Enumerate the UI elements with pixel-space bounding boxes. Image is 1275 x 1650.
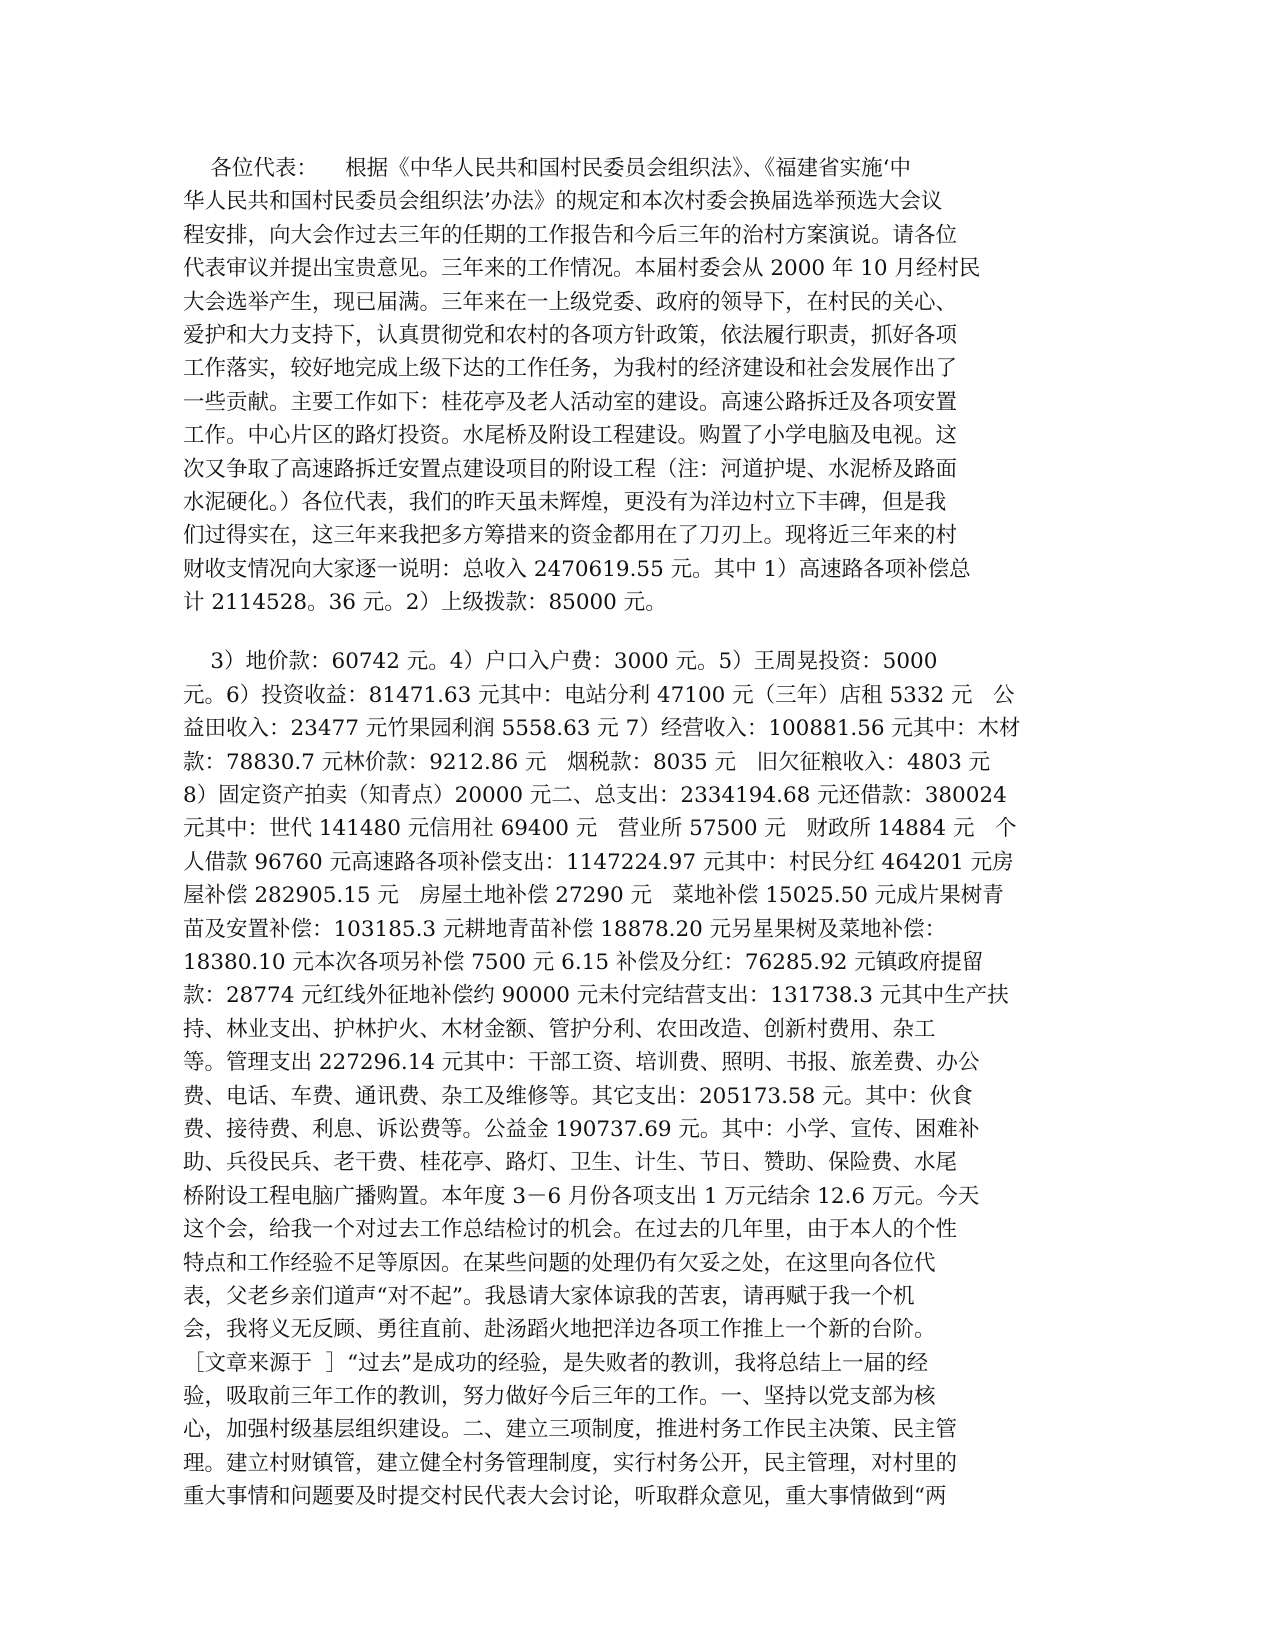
text-line: 重大事情和问题要及时提交村民代表大会讨论，听取群众意见，重大事情做到“两 bbox=[183, 1484, 947, 1510]
text-line: 元。6）投资收益：81471.63 元其中：电站分利 47100 元（三年）店租 5332 元 公 bbox=[183, 682, 1015, 708]
text-line: 益田收入：23477 元竹果园利润 5558.63 元 7）经营收入：100881.56 元其中：木材 bbox=[183, 716, 1021, 742]
paragraph-spacer bbox=[183, 619, 1093, 645]
text-line: 们过得实在，这三年来我把多方筹措来的资金都用在了刀刃上。现将近三年来的村 bbox=[183, 523, 958, 549]
text-line: 计 2114528。36 元。2）上级拨款：85000 元。 bbox=[183, 590, 667, 616]
text-line: 爱护和大力支持下，认真贯彻党和农村的各项方针政策，依法履行职责，抓好各项 bbox=[183, 322, 958, 348]
text-line: 次又争取了高速路拆迁安置点建设项目的附设工程（注：河道护堤、水泥桥及路面 bbox=[183, 456, 958, 482]
text-line: 款：78830.7 元林价款：9212.86 元 烟税款：8035 元 旧欠征粮收入：4803 元 bbox=[183, 749, 991, 775]
text-line: 理。建立村财镇管，建立健全村务管理制度，实行村务公开，民主管理，对村里的 bbox=[183, 1450, 958, 1476]
text-line: 桥附设工程电脑广播购置。本年度 3－6 月份各项支出 1 万元结余 12.6 万元。今天 bbox=[183, 1183, 980, 1209]
paragraph-finance-and-plan bbox=[183, 645, 1093, 1513]
text-line: 财收支情况向大家逐一说明：总收入 2470619.55 元。其中 1）高速路各项补偿总 bbox=[183, 556, 971, 582]
text-line: 费、接待费、利息、诉讼费等。公益金 190737.69 元。其中：小学、宣传、困难补 bbox=[183, 1116, 980, 1142]
text-line: 持、林业支出、护林护火、木材金额、管护分利、农田改造、创新村费用、杂工 bbox=[183, 1016, 936, 1042]
text-line: 工作落实，较好地完成上级下达的工作任务，为我村的经济建设和社会发展作出了 bbox=[183, 356, 958, 382]
text-line: ［文章来源于 ］“过去”是成功的经验，是失败者的教训，我将总结上一届的经 bbox=[183, 1350, 929, 1376]
text-line: 屋补偿 282905.15 元 房屋土地补偿 27290 元 菜地补偿 15025.50 元成片果树青 bbox=[183, 883, 1004, 909]
text-line: 特点和工作经验不足等原因。在某些问题的处理仍有欠妥之处，在这里向各位代 bbox=[183, 1250, 936, 1276]
text-line: 各位代表： 根据《中华人民共和国村民委员会组织法》、《福建省实施‘中 bbox=[183, 156, 912, 181]
text-line: 一些贡献。主要工作如下：桂花亭及老人活动室的建设。高速公路拆迁及各项安置 bbox=[183, 389, 958, 415]
text-line: 元其中：世代 141480 元信用社 69400 元 营业所 57500 元 财政所 14884 元 个 bbox=[183, 816, 1017, 842]
text-line: 3）地价款：60742 元。4）户口入户费：3000 元。5）王周晃投资：5000 bbox=[183, 649, 938, 675]
text-line: 助、兵役民兵、老干费、桂花亭、路灯、卫生、计生、节日、赞助、保险费、水尾 bbox=[183, 1150, 958, 1176]
text-line: 这个会，给我一个对过去工作总结检讨的机会。在过去的几年里，由于本人的个性 bbox=[183, 1217, 958, 1243]
text-line: 大会选举产生，现已届满。三年来在一上级党委、政府的领导下，在村民的关心、 bbox=[183, 289, 958, 315]
text-line: 验，吸取前三年工作的教训，努力做好今后三年的工作。一、坚持以党支部为核 bbox=[183, 1384, 936, 1410]
report-text bbox=[183, 152, 1093, 1514]
text-line: 苗及安置补偿：103185.3 元耕地青苗补偿 18878.20 元另星果树及菜地补偿： bbox=[183, 916, 947, 942]
paragraph-work-report bbox=[183, 152, 1093, 619]
text-line: 会，我将义无反顾、勇往直前、赴汤蹈火地把洋边各项工作推上一个新的台阶。 bbox=[183, 1317, 936, 1343]
text-line: 费、电话、车费、通讯费、杂工及维修等。其它支出：205173.58 元。其中：伙食 bbox=[183, 1083, 973, 1109]
text-line: 等。管理支出 227296.14 元其中：干部工资、培训费、照明、书报、旅差费、办公 bbox=[183, 1050, 980, 1076]
text-line: 水泥硬化。）各位代表，我们的昨天虽未辉煌，更没有为洋边村立下丰碑，但是我 bbox=[183, 489, 947, 515]
text-line: 表，父老乡亲们道声“对不起”。我恳请大家体谅我的苦衷，请再赋于我一个机 bbox=[183, 1283, 915, 1309]
text-line: 18380.10 元本次各项另补偿 7500 元 6.15 补偿及分红：76285.92 元镇政府提留 bbox=[183, 949, 984, 975]
text-line: 心，加强村级基层组织建设。二、建立三项制度，推进村务工作民主决策、民主管 bbox=[183, 1417, 958, 1443]
text-line: 程安排，向大会作过去三年的任期的工作报告和今后三年的治村方案演说。请各位 bbox=[183, 222, 958, 248]
text-line: 华人民共和国村民委员会组织法’办法》的规定和本次村委会换届选举预选大会议 bbox=[183, 189, 943, 215]
text-line: 8）固定资产拍卖（知青点）20000 元二、总支出：2334194.68 元还借款：380024 bbox=[183, 783, 1007, 809]
text-line: 工作。中心片区的路灯投资。水尾桥及附设工程建设。购置了小学电脑及电视。这 bbox=[183, 423, 958, 449]
text-line: 款：28774 元红线外征地补偿约 90000 元未付完结营支出：131738.3 元其中生产扶 bbox=[183, 983, 1009, 1009]
text-line: 人借款 96760 元高速路各项补偿支出：1147224.97 元其中：村民分红 464201 元房 bbox=[183, 849, 1014, 875]
text-line: 代表审议并提出宝贵意见。三年来的工作情况。本届村委会从 2000 年 10 月经村民 bbox=[183, 256, 981, 282]
